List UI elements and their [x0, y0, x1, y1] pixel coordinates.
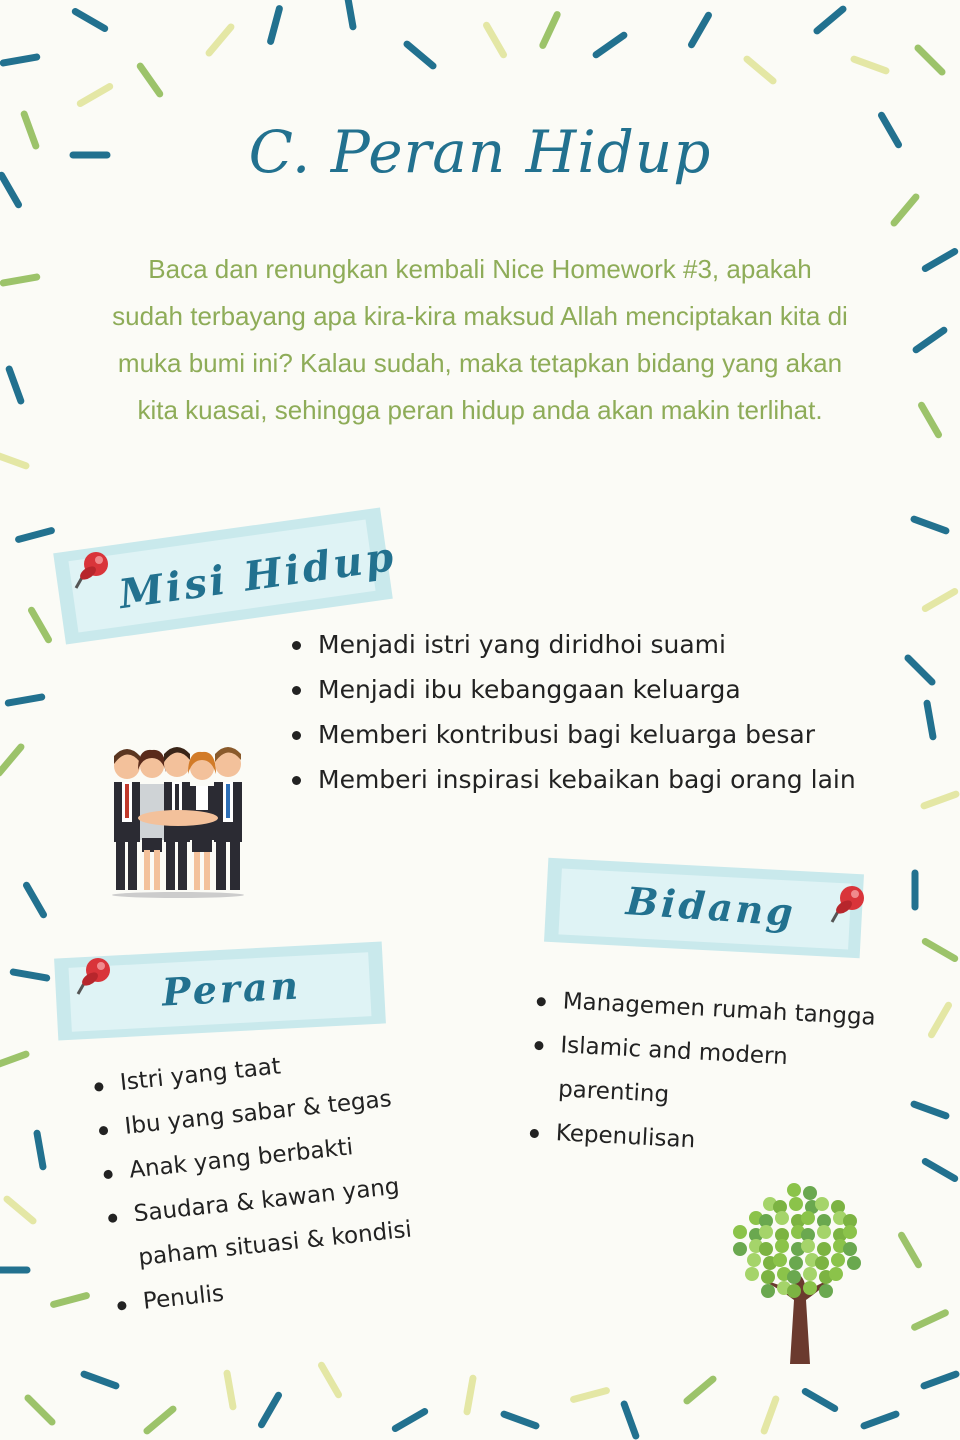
list-item: Penulis: [115, 1247, 458, 1326]
bidang-list: [529, 978, 878, 1172]
push-pin-icon: [72, 548, 112, 592]
list-item: Istri yang taat: [92, 1028, 435, 1107]
misi-heading: Misi Hidup: [116, 532, 400, 619]
bidang-heading: Bidang: [624, 878, 798, 935]
list-item: Kepenulisan: [529, 1110, 871, 1172]
list-item: Saudara & kawan yang paham situasi & kondisi: [106, 1160, 453, 1283]
list-item: Menjadi ibu kebanggaan keluarga: [292, 667, 912, 712]
misi-list: [292, 622, 912, 802]
list-item: Islamic and modern parenting: [531, 1022, 875, 1128]
list-item: Ibu yang sabar & tegas: [97, 1072, 440, 1151]
list-item: Memberi kontribusi bagi keluarga besar: [292, 712, 912, 757]
business-team-illustration: [108, 740, 248, 898]
peran-list: [92, 1028, 458, 1326]
list-item: Memberi inspirasi kebaikan bagi orang lain: [292, 757, 912, 802]
list-item: Menjadi istri yang diridhoi suami: [292, 622, 912, 667]
list-item: Anak yang berbakti: [101, 1116, 444, 1195]
intro-paragraph: Baca dan renungkan kembali Nice Homework #3, apakah sudah terbayang apa kira-kira maksud Allah menciptakan kita di muka bumi ini? Kalau sudah, maka tetapkan bidang yang akan kita kuasai, sehingga peran hidup anda akan makin terlihat.: [112, 254, 848, 425]
push-pin-icon: [74, 954, 114, 998]
list-item: Managemen rumah tangga: [536, 978, 878, 1040]
push-pin-icon: [828, 882, 868, 926]
page-title: C. Peran Hidup: [248, 118, 712, 186]
tree-illustration: [728, 1180, 868, 1364]
peran-heading: Peran: [160, 962, 303, 1015]
